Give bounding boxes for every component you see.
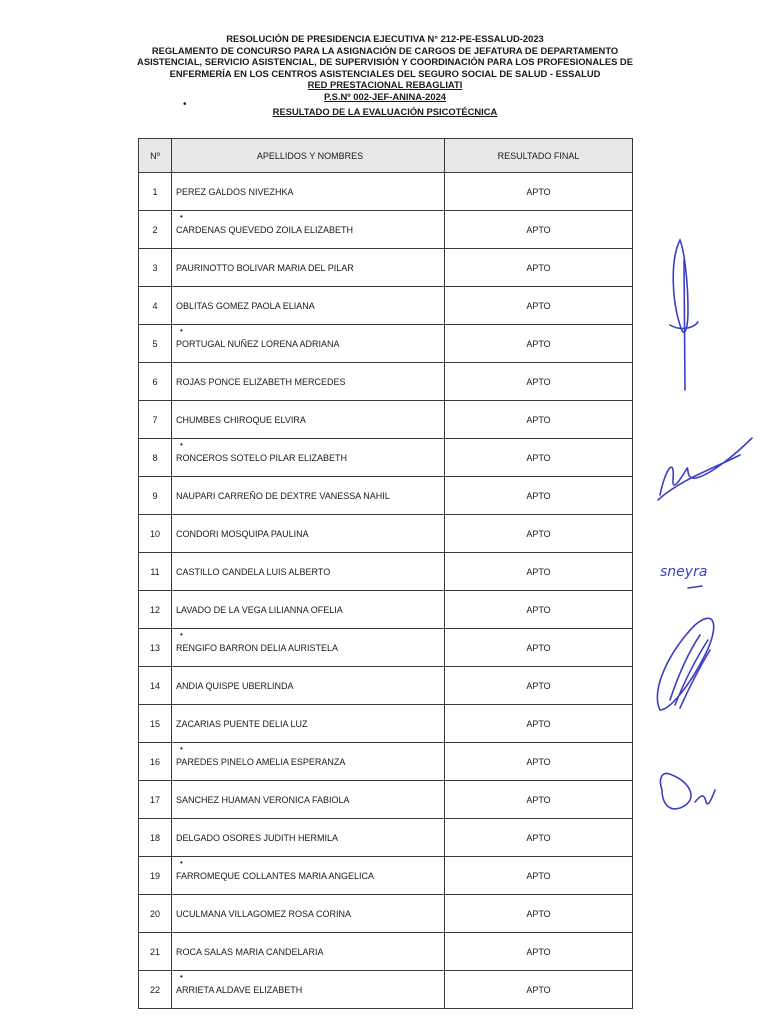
table-row	[139, 667, 633, 705]
full-name-text: OBLITAS GOMEZ PAOLA ELIANA	[176, 300, 315, 311]
row-full-name	[172, 971, 445, 1009]
table-row	[139, 895, 633, 933]
scan-mark: •	[180, 972, 183, 981]
handwritten-signatures	[640, 230, 765, 830]
row-number: 15	[139, 705, 172, 743]
row-number: 14	[139, 667, 172, 705]
network-name: RED PRESTACIONAL REBAGLIATI	[307, 79, 463, 91]
table-row	[139, 971, 633, 1009]
row-result: APTO	[445, 971, 633, 1009]
row-full-name	[172, 249, 445, 287]
table-row	[139, 287, 633, 325]
table-row	[139, 705, 633, 743]
table-row	[139, 857, 633, 895]
row-number: 4	[139, 287, 172, 325]
row-result: APTO	[445, 743, 633, 781]
row-number: 16	[139, 743, 172, 781]
row-result: APTO	[445, 173, 633, 211]
row-result: APTO	[445, 287, 633, 325]
table-row	[139, 515, 633, 553]
column-header-name: APELLIDOS Y NOMBRES	[172, 139, 445, 173]
row-result: APTO	[445, 515, 633, 553]
scan-mark: •	[180, 744, 183, 753]
row-full-name	[172, 173, 445, 211]
table-row	[139, 933, 633, 971]
signature-3	[660, 564, 707, 588]
regulation-line-3: ENFERMERÍA EN LOS CENTROS ASISTENCIALES DEL SEGURO SOCIAL DE SALUD - ESSALUD	[169, 67, 601, 79]
full-name-text: ROCA SALAS MARIA CANDELARIA	[176, 946, 324, 957]
table-row	[139, 211, 633, 249]
table-row	[139, 591, 633, 629]
full-name-text: CARDENAS QUEVEDO ZOILA ELIZABETH	[176, 224, 354, 235]
signature-2	[658, 438, 752, 500]
full-name-text: PEREZ GALDOS NIVEZHKA	[176, 186, 294, 197]
row-full-name	[172, 211, 445, 249]
row-full-name	[172, 819, 445, 857]
full-name-text: UCULMANA VILLAGOMEZ ROSA CORINA	[176, 908, 352, 919]
row-result: APTO	[445, 553, 633, 591]
row-result: APTO	[445, 933, 633, 971]
full-name-text: CONDORI MOSQUIPA PAULINA	[176, 528, 309, 539]
svg-text:sneyra: sneyra	[660, 564, 708, 580]
row-result: APTO	[445, 819, 633, 857]
full-name-text: RENGIFO BARRON DELIA AURISTELA	[176, 642, 339, 653]
table-row	[139, 743, 633, 781]
full-name-text: CASTILLO CANDELA LUIS ALBERTO	[176, 566, 331, 577]
row-number: 1	[139, 173, 172, 211]
row-full-name	[172, 325, 445, 363]
row-full-name	[172, 895, 445, 933]
signature-1	[670, 240, 698, 390]
row-full-name	[172, 591, 445, 629]
resolution-title: RESOLUCIÓN DE PRESIDENCIA EJECUTIVA N° 212-PE-ESSALUD-2023	[226, 33, 544, 44]
row-full-name	[172, 743, 445, 781]
row-number: 13	[139, 629, 172, 667]
row-result: APTO	[445, 401, 633, 439]
full-name-text: PAREDES PINELO AMELIA ESPERANZA	[176, 756, 346, 767]
full-name-text: ANDIA QUISPE UBERLINDA	[176, 680, 294, 691]
document-subtitle: RESULTADO DE LA EVALUACIÓN PSICOTÉCNICA	[272, 105, 498, 117]
row-result: APTO	[445, 781, 633, 819]
row-result: APTO	[445, 439, 633, 477]
row-number: 18	[139, 819, 172, 857]
row-result: APTO	[445, 591, 633, 629]
signature-5	[660, 773, 715, 808]
row-number: 3	[139, 249, 172, 287]
row-number: 17	[139, 781, 172, 819]
scan-mark: •	[183, 99, 187, 110]
table-row	[139, 819, 633, 857]
full-name-text: FARROMEQUE COLLANTES MARIA ANGELICA	[176, 870, 375, 881]
row-full-name	[172, 363, 445, 401]
row-result: APTO	[445, 857, 633, 895]
row-result: APTO	[445, 249, 633, 287]
table-row	[139, 173, 633, 211]
row-number: 8	[139, 439, 172, 477]
row-full-name	[172, 515, 445, 553]
row-result: APTO	[445, 325, 633, 363]
row-result: APTO	[445, 211, 633, 249]
scan-mark: •	[180, 630, 183, 639]
table-row	[139, 553, 633, 591]
full-name-text: CHUMBES CHIROQUE ELVIRA	[176, 414, 306, 425]
full-name-text: NAUPARI CARREÑO DE DEXTRE VANESSA NAHIL	[176, 490, 390, 501]
row-full-name	[172, 439, 445, 477]
full-name-text: ROJAS PONCE ELIZABETH MERCEDES	[176, 376, 346, 387]
table-row	[139, 629, 633, 667]
row-number: 21	[139, 933, 172, 971]
regulation-line-2: ASISTENCIAL, SERVICIO ASISTENCIAL, DE SUPERVISIÓN Y COORDINACIÓN PARA LOS PROFESIONALES DE	[137, 56, 633, 68]
row-full-name	[172, 629, 445, 667]
table-row	[139, 325, 633, 363]
scan-mark: •	[180, 440, 183, 449]
row-number: 12	[139, 591, 172, 629]
row-result: APTO	[445, 667, 633, 705]
document-header	[120, 33, 650, 117]
row-full-name	[172, 401, 445, 439]
row-number: 5	[139, 325, 172, 363]
full-name-text: SANCHEZ HUAMAN VERONICA FABIOLA	[176, 794, 350, 805]
regulation-line-1: REGLAMENTO DE CONCURSO PARA LA ASIGNACIÓN DE CARGOS DE JEFATURA DE DEPARTAMENTO	[151, 44, 619, 56]
row-number: 10	[139, 515, 172, 553]
table-row	[139, 249, 633, 287]
row-number: 7	[139, 401, 172, 439]
row-number: 20	[139, 895, 172, 933]
signature-4	[657, 618, 713, 710]
row-full-name	[172, 933, 445, 971]
row-number: 2	[139, 211, 172, 249]
row-number: 9	[139, 477, 172, 515]
full-name-text: PAURINOTTO BOLIVAR MARIA DEL PILAR	[176, 262, 354, 273]
table-header-row	[139, 139, 633, 173]
scan-mark: •	[180, 212, 183, 221]
row-result: APTO	[445, 629, 633, 667]
scan-mark: •	[180, 858, 183, 867]
scan-mark: •	[180, 326, 183, 335]
full-name-text: RONCEROS SOTELO PILAR ELIZABETH	[176, 452, 348, 463]
table-row	[139, 363, 633, 401]
row-result: APTO	[445, 477, 633, 515]
row-full-name	[172, 781, 445, 819]
process-code: P.S.Nº 002-JEF-ANINA-2024	[323, 90, 447, 102]
table-row	[139, 439, 633, 477]
row-full-name	[172, 857, 445, 895]
table-row	[139, 781, 633, 819]
row-full-name	[172, 477, 445, 515]
row-number: 6	[139, 363, 172, 401]
row-result: APTO	[445, 895, 633, 933]
results-table	[138, 138, 633, 1009]
full-name-text: PORTUGAL NUÑEZ LORENA ADRIANA	[176, 338, 340, 349]
full-name-text: LAVADO DE LA VEGA LILIANNA OFELIA	[176, 604, 343, 615]
column-header-result: RESULTADO FINAL	[445, 139, 633, 173]
row-result: APTO	[445, 363, 633, 401]
row-number: 11	[139, 553, 172, 591]
row-number: 22	[139, 971, 172, 1009]
row-full-name	[172, 667, 445, 705]
row-result: APTO	[445, 705, 633, 743]
row-full-name	[172, 705, 445, 743]
table-row	[139, 401, 633, 439]
row-full-name	[172, 553, 445, 591]
full-name-text: ZACARIAS PUENTE DELIA LUZ	[176, 718, 308, 729]
full-name-text: ARRIETA ALDAVE ELIZABETH	[176, 984, 303, 995]
row-number: 19	[139, 857, 172, 895]
column-header-number: Nº	[139, 139, 172, 173]
table-row	[139, 477, 633, 515]
full-name-text: DELGADO OSORES JUDITH HERMILA	[176, 832, 339, 843]
row-full-name	[172, 287, 445, 325]
